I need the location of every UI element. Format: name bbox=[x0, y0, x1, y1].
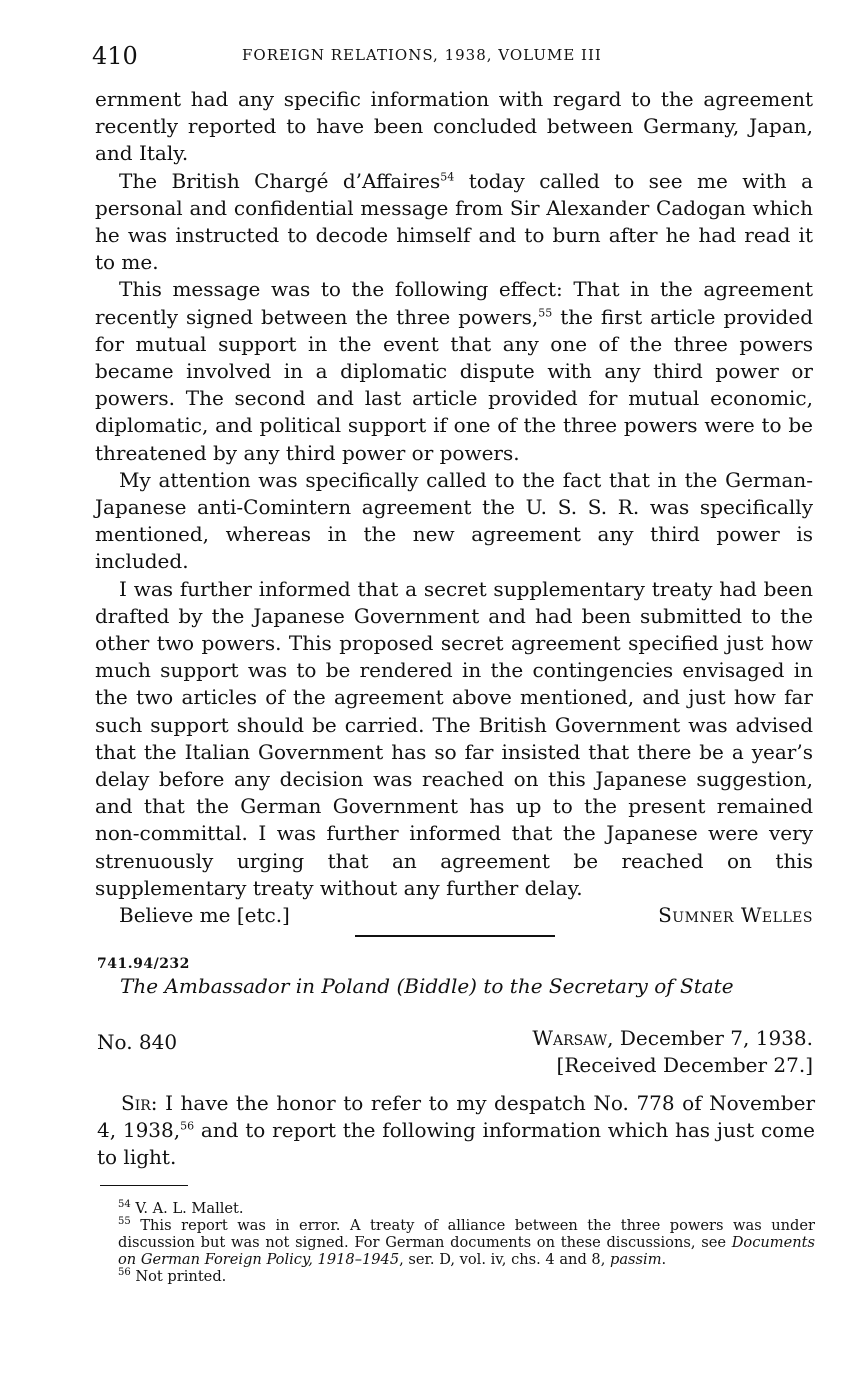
paragraph-text: : I have the honor to refer to my despatch No. 778 of November 4, 1938, bbox=[97, 1091, 815, 1143]
page-number: 410 bbox=[92, 42, 138, 70]
paragraph-text: the first article provided for mutual support in the event that any one of the three powers became involved in a diplomatic dispute with any third power or powers. The second and last article provided for mutual economic, diplomatic, and political support if one of the three powers were to be threatened by any third power or powers. bbox=[95, 304, 813, 465]
footnote-mark: 54 bbox=[118, 1199, 131, 1211]
footnote-end: . bbox=[661, 1251, 667, 1268]
place: Warsaw bbox=[532, 1026, 608, 1050]
despatch-number: No. 840 bbox=[97, 1030, 178, 1054]
salutation: Sir bbox=[121, 1091, 151, 1115]
date: , December 7, 1938. bbox=[607, 1026, 813, 1050]
received-date: [Received December 27.] bbox=[556, 1053, 813, 1077]
footnote-text: V. A. L. Mallet. bbox=[135, 1200, 244, 1217]
footnote-ref-54: 54 bbox=[440, 169, 455, 183]
footnote-56 bbox=[100, 1268, 815, 1285]
footnote-text: , ser. D, vol. iv, chs. 4 and 8, bbox=[399, 1251, 610, 1268]
closing: Believe me [etc.] bbox=[119, 903, 290, 928]
letter-paragraph-1: ernment had any specific information with regard to the agreement recently reported to have been concluded between Germany, Japan, and Italy. bbox=[95, 87, 813, 166]
footnotes bbox=[100, 1200, 815, 1285]
letter-paragraph-4: My attention was specifically called to the fact that in the German-Japanese anti-Comintern agreement the U. S. S. R. was specifically mentioned, whereas in the new agreement any third power is included. bbox=[95, 467, 813, 574]
footnote-text: Not printed. bbox=[135, 1268, 227, 1285]
running-head: FOREIGN RELATIONS, 1938, VOLUME III bbox=[242, 46, 602, 64]
paragraph-text: and to report the following information which has just come to light. bbox=[97, 1118, 815, 1170]
letter-paragraph-3 bbox=[95, 276, 813, 466]
letter-paragraph-2 bbox=[95, 168, 813, 277]
dateline bbox=[532, 1025, 813, 1079]
despatch-paragraph bbox=[97, 1090, 815, 1172]
footnote-55 bbox=[100, 1217, 815, 1268]
footnote-mark: 56 bbox=[118, 1267, 131, 1279]
page-header bbox=[92, 42, 812, 72]
closing-line bbox=[95, 902, 813, 929]
footnote-text: This report was in error. A treaty of alliance between the three powers was under discussion but was not signed. For German documents on these discussions, see bbox=[118, 1217, 816, 1251]
cited-title: Documents on German Foreign Policy, 1918–1945 bbox=[118, 1234, 815, 1268]
passim: passim bbox=[610, 1251, 662, 1268]
document-title: The Ambassador in Poland (Biddle) to the Secretary of State bbox=[120, 974, 734, 998]
date-line bbox=[532, 1025, 813, 1052]
letter-body bbox=[95, 86, 813, 929]
footnote-ref-56: 56 bbox=[180, 1119, 195, 1133]
footnote-ref-55: 55 bbox=[538, 305, 553, 319]
paragraph-text: The British Chargé d’Affaires bbox=[119, 168, 441, 193]
file-number: 741.94/232 bbox=[97, 956, 190, 972]
section-divider bbox=[355, 935, 555, 937]
footnote-54 bbox=[100, 1200, 815, 1217]
letter-paragraph-5: I was further informed that a secret supplementary treaty had been drafted by the Japanese Government and had been submitted to the other two powers. This proposed secret agreement specified just how much support was to be rendered in the contingencies envisaged in the two articles of the agreement above mentioned, and just how far such support should be carried. The British Government was advised that the Italian Government has so far insisted that there be a year’s delay before any decision was reached on this Japanese suggestion, and that the German Government has up to the present remained non-committal. I was further informed that the Japanese were very strenuously urging that an agreement be reached on this supplementary treaty without any further delay. bbox=[95, 576, 813, 900]
signature: Sumner Welles bbox=[658, 903, 813, 928]
paragraph-text: today called to see me with a personal and confidential message from Sir Alexander Cadogan which he was instructed to decode himself and to burn after he had read it to me. bbox=[95, 168, 813, 275]
paragraph-text: This message was to the following effect: That in the agreement recently signed between the three powers, bbox=[95, 277, 813, 329]
footnote-mark: 55 bbox=[118, 1216, 131, 1228]
footnote-rule bbox=[100, 1185, 188, 1186]
